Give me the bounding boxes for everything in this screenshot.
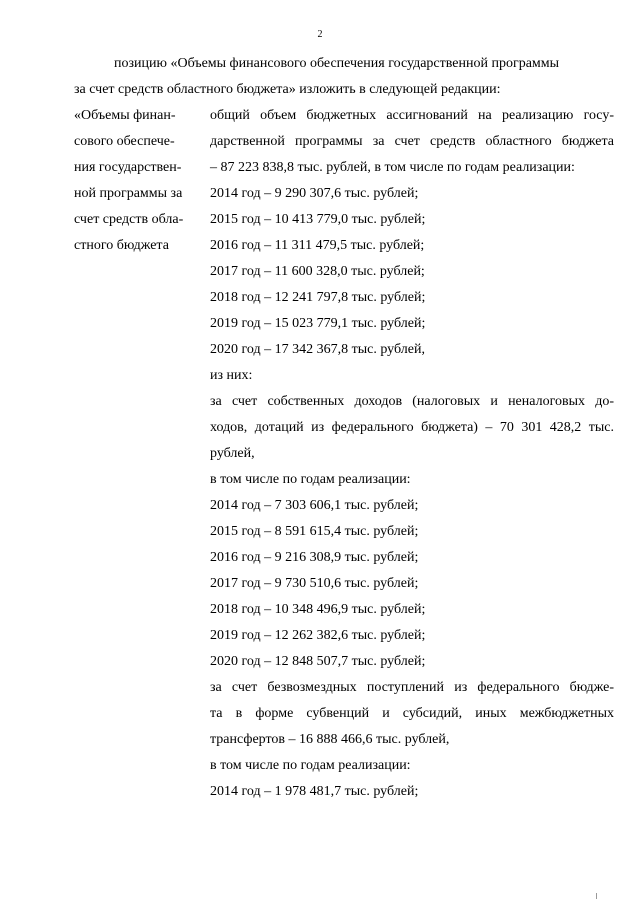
year-amount-line: 2014 год – 7 303 606,1 тыс. рублей; bbox=[210, 498, 419, 513]
intro-paragraph bbox=[74, 51, 614, 103]
label-line: сового обеспече- bbox=[74, 134, 175, 149]
text-line: – 87 223 838,8 тыс. рублей, в том числе по годам реализации: bbox=[210, 160, 575, 175]
year-amount-line: 2018 год – 10 348 496,9 тыс. рублей; bbox=[210, 602, 426, 617]
year-amount-line: 2016 год – 11 311 479,5 тыс. рублей; bbox=[210, 238, 425, 253]
year-amount-line: 2014 год – 9 290 307,6 тыс. рублей; bbox=[210, 186, 419, 201]
text-line: в том числе по годам реализации: bbox=[210, 758, 411, 773]
text-line: из них: bbox=[210, 368, 253, 383]
year-amount-line: 2015 год – 10 413 779,0 тыс. рублей; bbox=[210, 212, 426, 227]
text-line: рублей, bbox=[210, 446, 255, 461]
year-amount-line: 2019 год – 15 023 779,1 тыс. рублей; bbox=[210, 316, 426, 331]
text-line: трансфертов – 16 888 466,6 тыс. рублей, bbox=[210, 732, 450, 747]
label-line: ной программы за bbox=[74, 186, 183, 201]
year-amount-line: 2019 год – 12 262 382,6 тыс. рублей; bbox=[210, 628, 426, 643]
year-amount-line: 2017 год – 9 730 510,6 тыс. рублей; bbox=[210, 576, 419, 591]
text-line: за счет безвозмездных поступлений из федерального бюдже- bbox=[210, 680, 614, 695]
text-line: за счет собственных доходов (налоговых и неналоговых до- bbox=[210, 394, 614, 409]
scan-mark bbox=[596, 893, 597, 899]
page-number: 2 bbox=[317, 29, 323, 40]
position-label bbox=[74, 103, 204, 259]
text-line: та в форме субвенций и субсидий, иных межбюджетных bbox=[210, 706, 614, 721]
text-line: общий объем бюджетных ассигнований на реализацию госу- bbox=[210, 108, 614, 123]
funding-details bbox=[210, 103, 614, 805]
year-amount-line: 2020 год – 12 848 507,7 тыс. рублей; bbox=[210, 654, 426, 669]
year-amount-line: 2016 год – 9 216 308,9 тыс. рублей; bbox=[210, 550, 419, 565]
text-line: в том числе по годам реализации: bbox=[210, 472, 411, 487]
label-line: стного бюджета bbox=[74, 238, 169, 253]
label-line: ния государствен- bbox=[74, 160, 182, 175]
year-amount-line: 2018 год – 12 241 797,8 тыс. рублей; bbox=[210, 290, 426, 305]
label-line: счет средств обла- bbox=[74, 212, 184, 227]
year-amount-line: 2017 год – 11 600 328,0 тыс. рублей; bbox=[210, 264, 425, 279]
text-line: ходов, дотаций из федерального бюджета) – 70 301 428,2 тыс. bbox=[210, 420, 614, 435]
year-amount-line: 2014 год – 1 978 481,7 тыс. рублей; bbox=[210, 784, 419, 799]
label-line: «Объемы финан- bbox=[74, 108, 176, 123]
text-line: дарственной программы за счет средств областного бюджета bbox=[210, 134, 614, 149]
year-amount-line: 2015 год – 8 591 615,4 тыс. рублей; bbox=[210, 524, 419, 539]
intro-line: за счет средств областного бюджета» изложить в следующей редакции: bbox=[74, 82, 501, 97]
intro-line: позицию «Объемы финансового обеспечения государственной программы bbox=[114, 56, 560, 71]
year-amount-line: 2020 год – 17 342 367,8 тыс. рублей, bbox=[210, 342, 425, 357]
